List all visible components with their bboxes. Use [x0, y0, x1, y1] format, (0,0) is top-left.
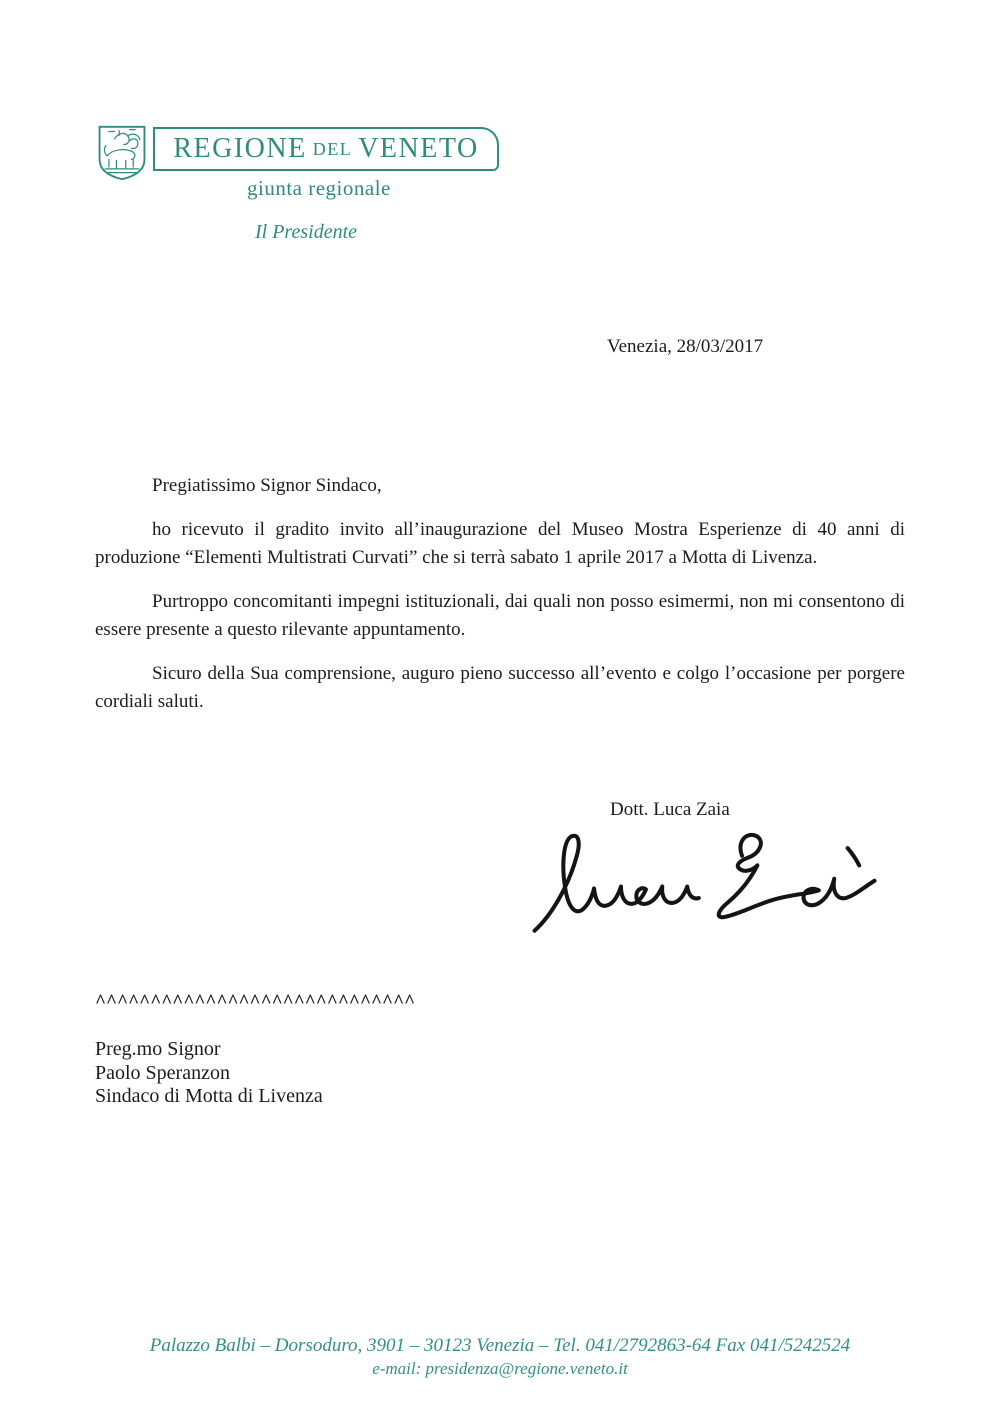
footer-address: Palazzo Balbi – Dorsoduro, 3901 – 30123 Venezia – Tel. 041/2792863-64 Fax 041/5242524: [149, 1335, 851, 1356]
recipient-honorific: Preg.mo Signor: [95, 1038, 221, 1060]
paragraph-3: Sicuro della Sua comprensione, auguro pieno successo all’evento e colgo l’occasione per porgere cordiali saluti.: [95, 663, 905, 712]
org-wordmark: [153, 127, 499, 171]
org-name-veneto: VENETO: [358, 133, 479, 164]
caret-separator: ^^^^^^^^^^^^^^^^^^^^^^^^^^^^^: [95, 991, 416, 1012]
letterhead-footer: [0, 1334, 1000, 1380]
letter-body: [95, 472, 905, 732]
office-title: Il Presidente: [255, 221, 358, 243]
footer-email: e-mail: presidenza@regione.veneto.it: [372, 1359, 628, 1378]
signer-name: Dott. Luca Zaia: [610, 799, 730, 820]
paragraph-1: ho ricevuto il gradito invito all’inaugurazione del Museo Mostra Esperienze di 40 anni di produzione “Elementi Multistrati Curvati” che si terrà sabato 1 aprile 2017 a Motta di Livenza.: [95, 519, 905, 568]
recipient-block: [95, 1038, 323, 1109]
dateline: Venezia, 28/03/2017: [607, 336, 764, 357]
org-name-del: DEL: [312, 138, 353, 159]
venetian-lion-crest-icon: [95, 124, 149, 182]
org-name-regione: REGIONE: [173, 133, 307, 164]
paragraph-2: Purtroppo concomitanti impegni istituzionali, dai quali non posso esimermi, non mi consentono di essere presente a questo rilevante appuntamento.: [95, 591, 905, 640]
handwritten-signature: [523, 826, 888, 948]
recipient-name: Paolo Speranzon: [95, 1061, 230, 1084]
salutation: Pregiatissimo Signor Sindaco,: [152, 475, 382, 496]
recipient-title: Sindaco di Motta di Livenza: [95, 1085, 323, 1107]
org-subtitle: giunta regionale: [247, 176, 391, 200]
